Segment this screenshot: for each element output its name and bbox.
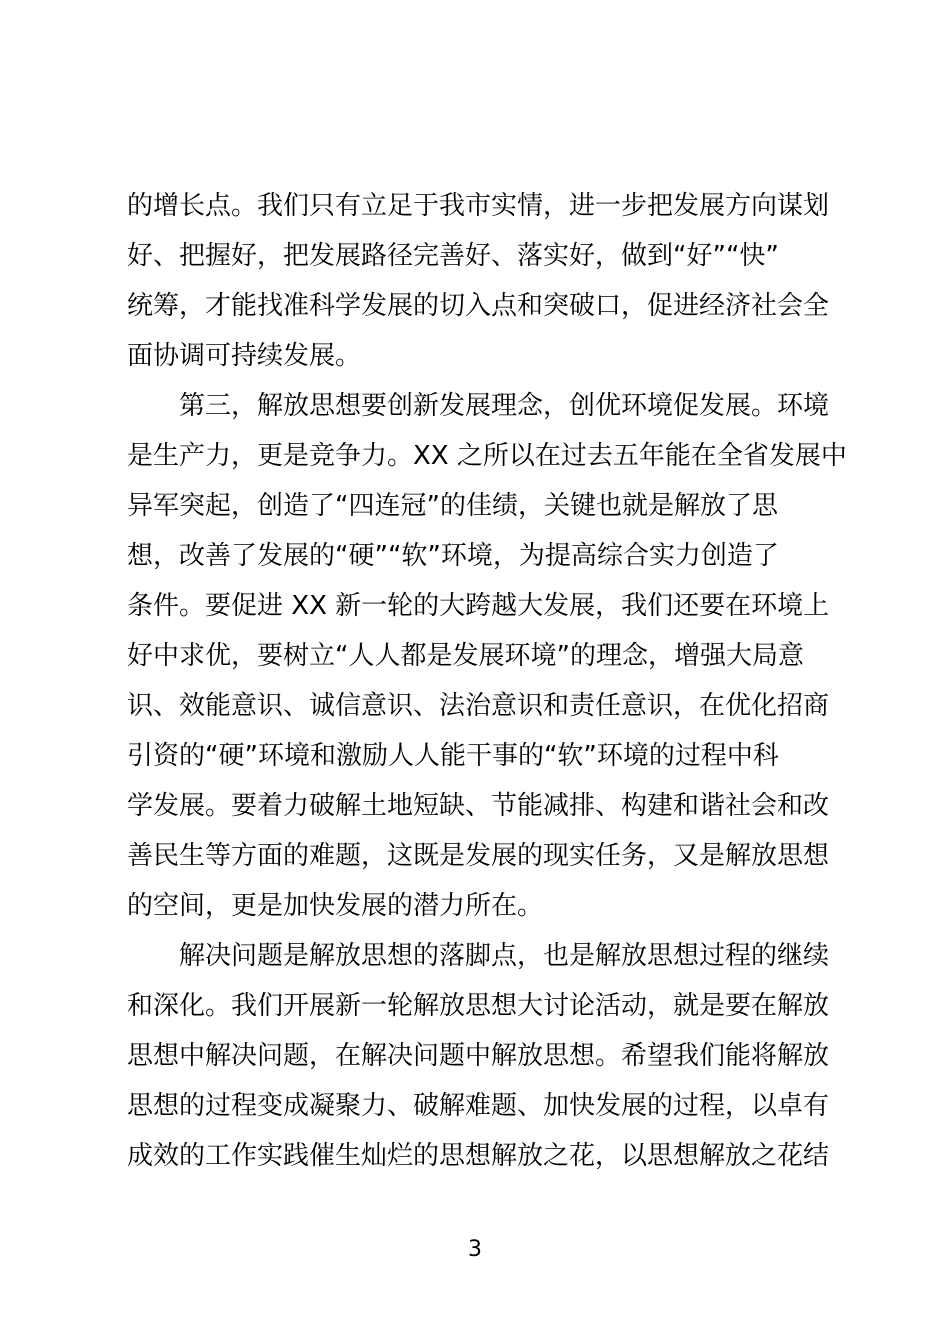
text-line: 的增长点。我们只有立足于我市实情，进一步把发展方向谋划	[127, 191, 830, 221]
text-line: 条件。要促进 XX 新一轮的大跨越大发展，我们还要在环境上	[127, 591, 830, 621]
text-line: 引资的“硬”环境和激励人人能干事的“软”环境的过程中科	[127, 741, 779, 771]
text-line: 学发展。要着力破解土地短缺、节能减排、构建和谐社会和改	[127, 791, 830, 821]
page-number: 3	[468, 1237, 482, 1262]
paragraph-start-line: 第三，解放思想要创新发展理念，创优环境促发展。环境	[179, 391, 830, 421]
text-line: 统筹，才能找准科学发展的切入点和突破口，促进经济社会全	[127, 291, 830, 321]
text-line: 异军突起，创造了“四连冠”的佳绩，关键也就是解放了思	[127, 491, 778, 521]
paragraph-start-line: 解决问题是解放思想的落脚点，也是解放思想过程的继续	[179, 941, 830, 971]
text-line: 是生产力，更是竞争力。XX 之所以在过去五年能在全省发展中	[127, 441, 847, 471]
text-line: 思想中解决问题，在解决问题中解放思想。希望我们能将解放	[127, 1041, 830, 1071]
text-line: 成效的工作实践催生灿烂的思想解放之花，以思想解放之花结	[127, 1141, 830, 1171]
text-line: 想，改善了发展的“硬”“软”环境，为提高综合实力创造了	[127, 541, 779, 571]
text-line: 和深化。我们开展新一轮解放思想大讨论活动，就是要在解放	[127, 991, 830, 1021]
text-line: 好中求优，要树立“人人都是发展环境”的理念，增强大局意	[127, 641, 804, 671]
text-line: 思想的过程变成凝聚力、破解难题、加快发展的过程，以卓有	[127, 1091, 830, 1121]
text-line: 好、把握好，把发展路径完善好、落实好，做到“好”“快”	[127, 241, 779, 271]
text-line: 识、效能意识、诚信意识、法治意识和责任意识，在优化招商	[127, 691, 830, 721]
text-line: 面协调可持续发展。	[127, 341, 362, 371]
text-line: 善民生等方面的难题，这既是发展的现实任务，又是解放思想	[127, 841, 830, 871]
text-line: 的空间，更是加快发展的潜力所在。	[127, 891, 544, 921]
